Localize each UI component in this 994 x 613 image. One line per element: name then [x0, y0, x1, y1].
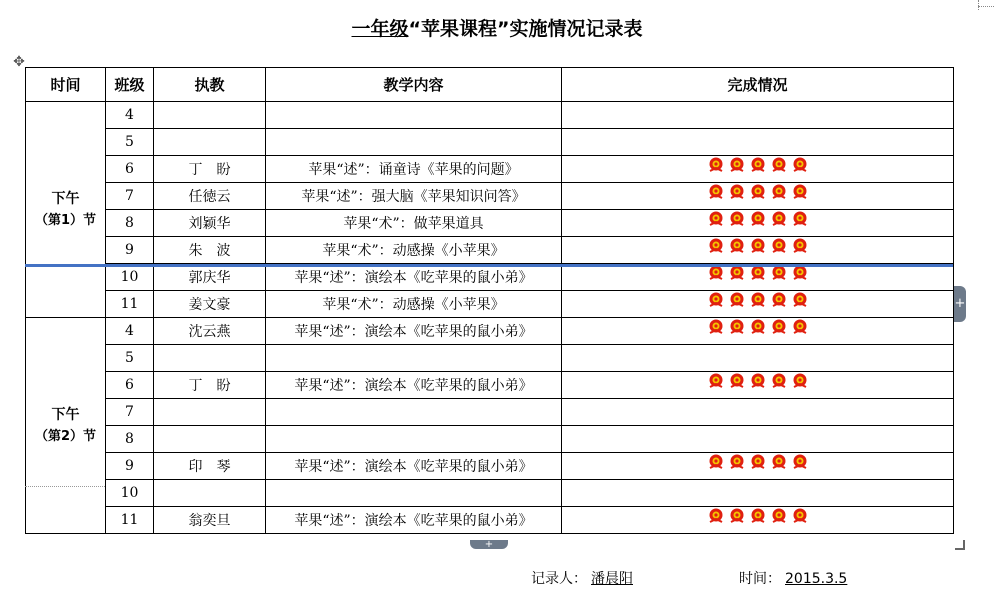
content-cell: 苹果“术”：动感操《小苹果》 [266, 237, 562, 264]
table-row [26, 426, 954, 453]
content-cell: 苹果“术”：动感操《小苹果》 [266, 291, 562, 318]
teacher-cell [154, 102, 266, 129]
flower-icon [791, 318, 809, 336]
completion-cell [562, 372, 954, 399]
content-cell [266, 480, 562, 507]
class-cell: 9 [106, 237, 154, 264]
flower-icon [707, 156, 725, 174]
teacher-cell [154, 399, 266, 426]
rating-flowers [707, 372, 809, 390]
class-cell: 11 [106, 507, 154, 534]
time-cell [26, 318, 106, 534]
flower-icon [728, 453, 746, 471]
completion-cell [562, 507, 954, 534]
content-cell: 苹果“述”：演绘本《吃苹果的鼠小弟》 [266, 372, 562, 399]
completion-cell [562, 426, 954, 453]
rating-flowers [707, 183, 809, 201]
flower-icon [707, 372, 725, 390]
flower-icon [791, 507, 809, 525]
flower-icon [749, 237, 767, 255]
table-row [26, 507, 954, 534]
table-row [26, 345, 954, 372]
rating-flowers [707, 291, 809, 309]
flower-icon [770, 507, 788, 525]
teacher-cell: 丁 盼 [154, 156, 266, 183]
class-cell: 5 [106, 129, 154, 156]
completion-cell [562, 318, 954, 345]
flower-icon [770, 183, 788, 201]
header-completion: 完成情况 [562, 68, 954, 102]
flower-icon [749, 372, 767, 390]
table-body [26, 102, 954, 534]
completion-cell [562, 237, 954, 264]
class-cell: 10 [106, 480, 154, 507]
time-main: 下午 [51, 190, 80, 207]
teacher-cell: 任徳云 [154, 183, 266, 210]
content-cell: 苹果“述”：演绘本《吃苹果的鼠小弟》 [266, 318, 562, 345]
table-row [26, 210, 954, 237]
table-row [26, 291, 954, 318]
date-value: 2015.3.5 [785, 571, 848, 587]
table-row [26, 264, 954, 291]
flower-icon [707, 237, 725, 255]
completion-cell [562, 399, 954, 426]
table-row [26, 480, 954, 507]
recorder-name: 潘晨阳 [591, 571, 633, 587]
flower-icon [749, 318, 767, 336]
add-row-button[interactable]: + [470, 540, 508, 549]
recorder-label: 记录人： [531, 571, 587, 587]
flower-icon [707, 210, 725, 228]
table-row [26, 183, 954, 210]
page-title [0, 14, 994, 41]
flower-icon [791, 210, 809, 228]
flower-icon [728, 237, 746, 255]
content-cell: 苹果“述”：演绘本《吃苹果的鼠小弟》 [266, 264, 562, 291]
table-row [26, 237, 954, 264]
flower-icon [749, 453, 767, 471]
class-cell: 8 [106, 210, 154, 237]
header-row [26, 68, 954, 102]
table-row [26, 453, 954, 480]
teacher-cell [154, 480, 266, 507]
teacher-cell: 朱 波 [154, 237, 266, 264]
class-cell: 4 [106, 102, 154, 129]
rating-flowers [707, 453, 809, 471]
teacher-cell [154, 345, 266, 372]
completion-cell [562, 291, 954, 318]
flower-icon [707, 453, 725, 471]
class-cell: 11 [106, 291, 154, 318]
rating-flowers [707, 210, 809, 228]
rating-flowers [707, 507, 809, 525]
content-cell [266, 399, 562, 426]
teacher-cell: 丁 盼 [154, 372, 266, 399]
flower-icon [749, 183, 767, 201]
flower-icon [728, 507, 746, 525]
rating-flowers [707, 318, 809, 336]
flower-icon [707, 507, 725, 525]
teacher-cell: 印 琴 [154, 453, 266, 480]
content-cell: 苹果“述”：演绘本《吃苹果的鼠小弟》 [266, 507, 562, 534]
record-table [25, 67, 954, 534]
time-main: 下午 [51, 406, 80, 423]
content-cell [266, 102, 562, 129]
rating-flowers [707, 237, 809, 255]
time-cell [26, 102, 106, 318]
table-row [26, 399, 954, 426]
flower-icon [707, 318, 725, 336]
flower-icon [749, 507, 767, 525]
content-cell: 苹果“述”：强大脑《苹果知识问答》 [266, 183, 562, 210]
flower-icon [749, 156, 767, 174]
teacher-cell [154, 129, 266, 156]
flower-icon [770, 291, 788, 309]
title-prefix: 一年级 [351, 18, 409, 40]
flower-icon [770, 372, 788, 390]
content-cell: 苹果“述”：演绘本《吃苹果的鼠小弟》 [266, 453, 562, 480]
class-cell: 4 [106, 318, 154, 345]
class-cell: 8 [106, 426, 154, 453]
table-row [26, 372, 954, 399]
flower-icon [791, 372, 809, 390]
title-text: “苹果课程”实施情况记录表 [408, 18, 643, 40]
class-cell: 7 [106, 183, 154, 210]
date-label: 时间： [739, 571, 781, 587]
header-content: 教学内容 [266, 68, 562, 102]
flower-icon [791, 453, 809, 471]
table-move-handle-icon[interactable]: ✥ [13, 54, 25, 70]
completion-cell [562, 156, 954, 183]
flower-icon [749, 291, 767, 309]
completion-cell [562, 210, 954, 237]
footer-date [739, 568, 851, 588]
teacher-cell: 郭庆华 [154, 264, 266, 291]
selection-line [25, 264, 953, 267]
teacher-cell: 沈云燕 [154, 318, 266, 345]
teacher-cell [154, 426, 266, 453]
teacher-cell: 翁奕旦 [154, 507, 266, 534]
flower-icon [728, 210, 746, 228]
flower-icon [791, 156, 809, 174]
completion-cell [562, 480, 954, 507]
table-row [26, 129, 954, 156]
table-resize-handle-icon[interactable] [955, 540, 965, 550]
flower-icon [707, 291, 725, 309]
flower-icon [770, 156, 788, 174]
completion-cell [562, 183, 954, 210]
flower-icon [770, 237, 788, 255]
class-cell: 9 [106, 453, 154, 480]
class-cell: 7 [106, 399, 154, 426]
page-corner-mark [978, 0, 980, 10]
flower-icon [770, 453, 788, 471]
table-row [26, 102, 954, 129]
content-cell: 苹果“述”：诵童诗《苹果的问题》 [266, 156, 562, 183]
time-sub: （第2）节 [34, 428, 97, 444]
flower-icon [791, 237, 809, 255]
class-cell: 6 [106, 372, 154, 399]
flower-icon [728, 372, 746, 390]
completion-cell [562, 453, 954, 480]
table-row [26, 156, 954, 183]
teacher-cell: 姜文豪 [154, 291, 266, 318]
flower-icon [728, 291, 746, 309]
rating-flowers [707, 156, 809, 174]
flower-icon [770, 210, 788, 228]
class-cell: 5 [106, 345, 154, 372]
flower-icon [791, 291, 809, 309]
table-row [26, 318, 954, 345]
flower-icon [707, 183, 725, 201]
flower-icon [791, 183, 809, 201]
flower-icon [728, 318, 746, 336]
flower-icon [728, 156, 746, 174]
completion-cell [562, 264, 954, 291]
header-time: 时间 [26, 68, 106, 102]
cell-border-dotted [25, 486, 105, 488]
header-class: 班级 [106, 68, 154, 102]
content-cell: 苹果“术”：做苹果道具 [266, 210, 562, 237]
completion-cell [562, 345, 954, 372]
content-cell [266, 426, 562, 453]
flower-icon [749, 210, 767, 228]
page-corner-mark-h [978, 6, 994, 8]
header-teacher: 执教 [154, 68, 266, 102]
completion-cell [562, 129, 954, 156]
add-column-button[interactable]: + [954, 286, 966, 322]
content-cell [266, 129, 562, 156]
class-cell: 10 [106, 264, 154, 291]
time-sub: （第1）节 [34, 212, 97, 228]
teacher-cell: 刘颖华 [154, 210, 266, 237]
flower-icon [770, 318, 788, 336]
footer-recorder [531, 568, 637, 588]
class-cell: 6 [106, 156, 154, 183]
flower-icon [728, 183, 746, 201]
completion-cell [562, 102, 954, 129]
content-cell [266, 345, 562, 372]
